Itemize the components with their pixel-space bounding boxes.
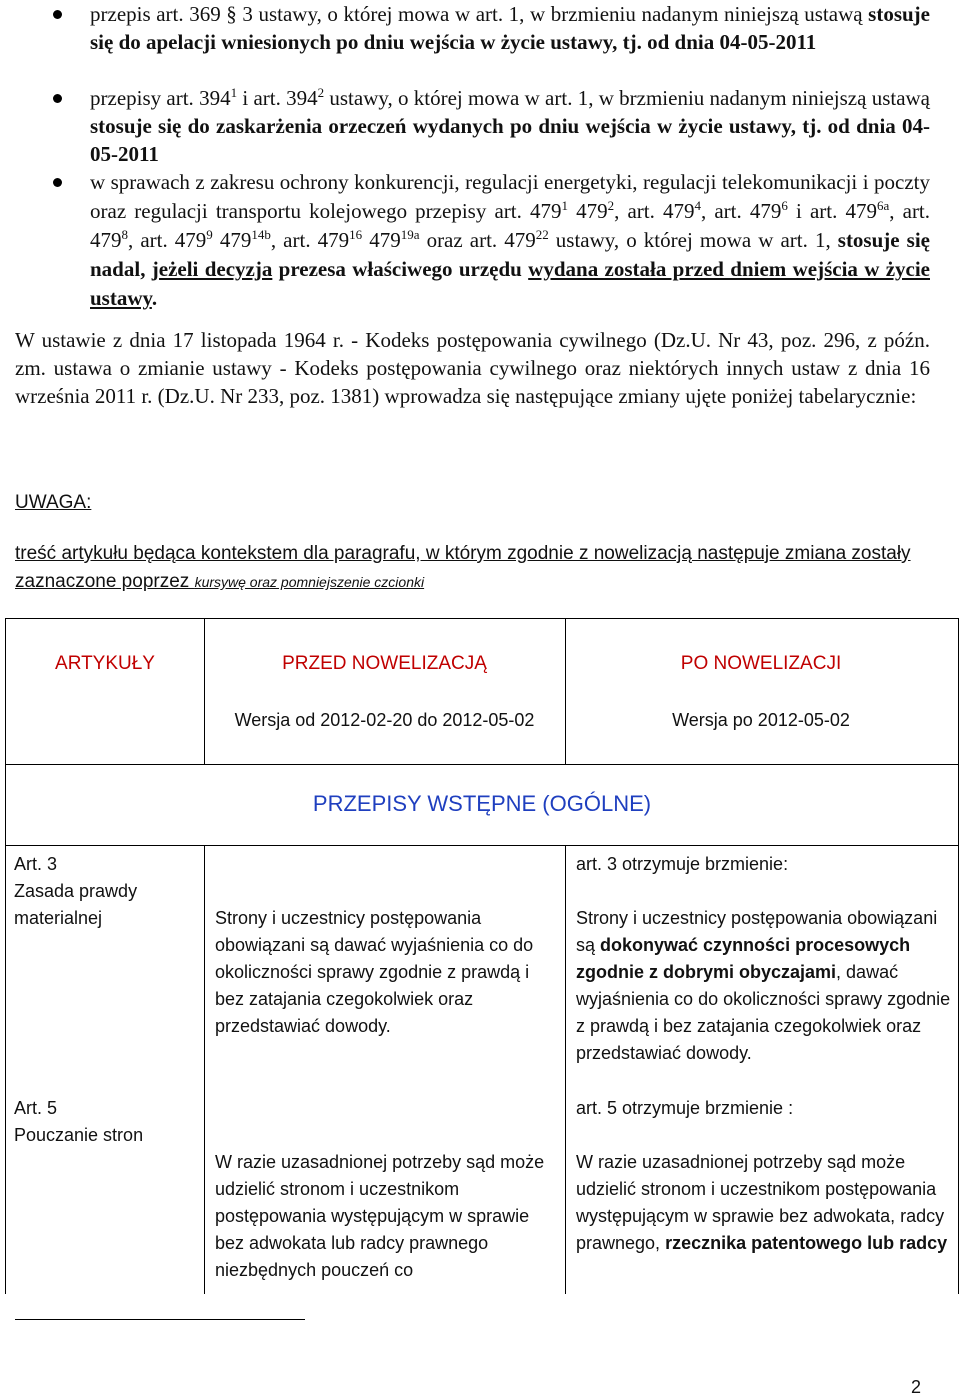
superscript: 22 <box>535 227 549 242</box>
bullet-text: , art. 479 <box>614 199 695 223</box>
bullet-bold-text: prezesa właściwego urzędu <box>272 257 529 281</box>
article-title: Zasada prawdy materialnej <box>14 881 138 928</box>
bullet-bold-underlined-text: wydana została przed dniem wejścia w życie ustawy <box>90 257 930 310</box>
bullet-text: , art. 479 <box>90 199 931 252</box>
superscript: 16 <box>349 227 363 242</box>
amendment-intro: art. 3 otrzymuje brzmienie: <box>576 854 789 874</box>
warning-note <box>15 540 935 596</box>
header-divider <box>6 764 958 765</box>
bullet-text: przepisy art. 394 <box>90 86 231 110</box>
article-5-after-cell <box>576 1095 951 1257</box>
article-5-before-cell: W razie uzasadnionej potrzeby sąd może udzielić stronom i uczestnikom postępowania występującym w sprawie bez adwokata lub radcy prawnego niezbędnych pouczeń co <box>215 1152 545 1280</box>
article-3-before-cell: Strony i uczestnicy postępowania obowiązani są dawać wyjaśnienia co do okoliczności sprawy zgodnie z prawdą i bez zatajania czegokolwiek oraz przedstawiać dowody. <box>215 908 534 1036</box>
bullet-bold-text: stosuje się do zaskarżenia orzeczeń wydanych po dniu wejścia w życie ustawy, tj. od dnia 04-05-2011 <box>90 114 930 166</box>
bullet-bold-underlined-text: jeżeli decyzja <box>151 257 273 281</box>
superscript: 4 <box>694 198 701 213</box>
article-label: Art. 3 <box>14 854 58 874</box>
superscript: 9 <box>206 227 213 242</box>
superscript: 1 <box>230 85 238 100</box>
warning-note-text: treść artykułu będąca kontekstem dla paragrafu, w którym zgodnie z nowelizacją następuje zmiana zostały zaznaczone poprzez <box>15 543 911 592</box>
superscript: 6 <box>781 198 788 213</box>
article-label: Art. 5 <box>14 1098 58 1118</box>
amendment-text <box>576 1149 951 1257</box>
superscript: 6a <box>876 198 890 213</box>
article-title: Pouczanie stron <box>14 1125 144 1145</box>
header-articles: ARTYKUŁY <box>55 653 155 674</box>
superscript: 8 <box>121 227 128 242</box>
amendment-bold-text: rzecznika patentowego lub radcy <box>665 1233 948 1253</box>
article-3-after-cell <box>576 851 951 1067</box>
header-before: PRZED NOWELIZACJĄ <box>282 653 487 674</box>
comparison-table <box>5 618 959 1294</box>
amendment-text-part: , dawać wyjaśnienia co do okoliczności sprawy zgodnie z prawdą i bez zatajania czegokolwiek oraz przedstawiać dowody. <box>576 962 951 1063</box>
superscript: 1 <box>561 198 568 213</box>
bullet-text: ustawy, o której mowa w art. 1, <box>548 228 838 252</box>
amendment-text <box>576 905 951 1067</box>
bullet-text: ustawy, o której mowa w art. 1, w brzmieniu nadanym niniejszą ustawą <box>324 86 931 110</box>
bullet-item-2 <box>90 84 930 168</box>
warning-note-small-text: kursywę oraz pomniejszenie czcionki <box>194 574 425 590</box>
bullet-text: 479 <box>567 199 608 223</box>
superscript: 19a <box>400 227 420 242</box>
bullet-marker <box>53 178 62 187</box>
bullet-item-3 <box>90 168 930 313</box>
column-divider <box>204 845 205 1294</box>
superscript: 2 <box>607 198 615 213</box>
bullet-text: przepis art. 369 § 3 ustawy, o której mowa w art. 1, w brzmieniu nadanym niniejszą ustawą <box>90 2 869 26</box>
column-divider <box>565 619 566 765</box>
bullet-bold-text: stosuje się nadal, <box>90 228 930 281</box>
article-3-label-cell <box>14 851 199 932</box>
bullet-marker <box>53 94 62 103</box>
bullet-bold-text: stosuje się do apelacji wniesionych po dniu wejścia w życie ustawy, tj. od dnia 04-05-2011 <box>90 2 930 54</box>
intro-paragraph: W ustawie z dnia 17 listopada 1964 r. - Kodeks postępowania cywilnego (Dz.U. Nr 43, poz. 296, z późn. zm. ustawa o zmianie ustawy - Kodeks postępowania cywilnego oraz niektórych innych ustaw z dnia 16 września 2011 r. (Dz.U. Nr 233, poz. 1381) wprowadza się następujące zmiany ujęte poniżej tabelarycznie: <box>15 328 930 408</box>
header-after-version: Wersja po 2012-05-02 <box>672 710 850 730</box>
page-number: 2 <box>911 1377 922 1397</box>
section-divider <box>6 845 958 846</box>
amendment-text-part: Strony i uczestnicy postępowania obowiązani są <box>576 908 938 955</box>
superscript: 2 <box>317 85 325 100</box>
column-divider <box>565 845 566 1294</box>
bullet-text: , art. 479 <box>270 228 350 252</box>
bullet-text: 479 <box>362 228 401 252</box>
section-title: PRZEPISY WSTĘPNE (OGÓLNE) <box>312 791 652 816</box>
bullet-text: i art. 394 <box>237 86 318 110</box>
amendment-intro: art. 5 otrzymuje brzmienie : <box>576 1098 794 1118</box>
bullet-text: i art. 479 <box>787 199 877 223</box>
column-divider <box>204 619 205 765</box>
bullet-text: 479 <box>212 228 252 252</box>
header-before-version: Wersja od 2012-02-20 do 2012-05-02 <box>234 710 535 730</box>
footnote-separator <box>15 1319 305 1320</box>
amendment-bold-text: dokonywać czynności procesowych zgodnie z dobrymi obyczajami <box>576 935 911 982</box>
bullet-item-1 <box>90 0 930 56</box>
superscript: 14b <box>251 227 271 242</box>
bullet-bold-text: . <box>151 286 158 310</box>
amendment-text-part: W razie uzasadnionej potrzeby sąd może udzielić stronom i uczestnikom postępowania występującym w sprawie bez adwokata, radcy prawnego, <box>576 1152 945 1253</box>
bullet-text: oraz art. 479 <box>419 228 536 252</box>
bullet-text: w sprawach z zakresu ochrony konkurencji, regulacji energetyki, regulacji telekomunikacji i poczty oraz regulacji transportu kolejowego przepisy art. 479 <box>90 170 930 223</box>
bullet-text: , art. 479 <box>700 199 782 223</box>
bullet-text: , art. 479 <box>128 228 207 252</box>
warning-heading: UWAGA: <box>15 492 92 513</box>
bullet-marker <box>53 10 62 19</box>
header-after: PO NOWELIZACJI <box>680 653 842 674</box>
article-5-label-cell <box>14 1095 199 1149</box>
